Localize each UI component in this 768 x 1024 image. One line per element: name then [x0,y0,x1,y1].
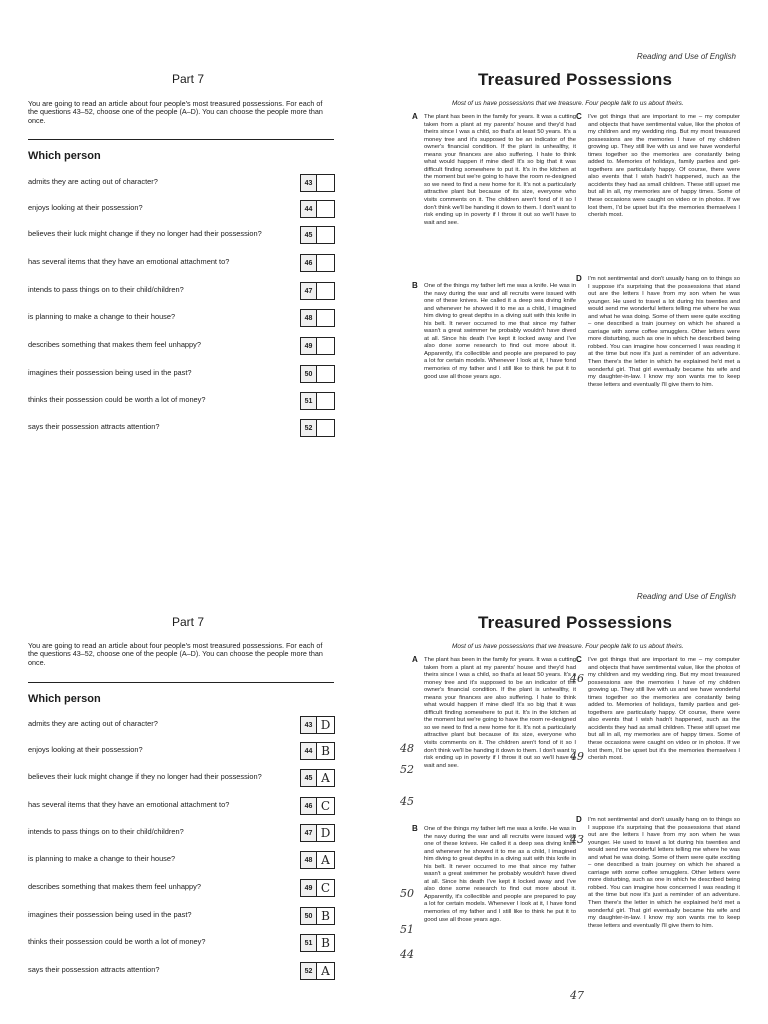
answer-box[interactable] [300,392,335,410]
handwritten-answer[interactable]: C [320,799,331,813]
paragraph-text: I'm not sentimental and don't usually hang on to things so I suppose it's surprising that the possessions that stand out are the letters I have from my son when he was younger. He used to travel a lot during his twenties and would send me wonderful letters telling me where he was and what he was doing. Some of them were quite exciting – one described a train journey on which he shared a carriage with some coffee smugglers. Other letters were more disturbing, such as one in which he described being robbed. You can imagine how concerned I was reading it at the time but now it's just a reminder of an adventure. Then there's the letter in which he explained he'd met a wonderful girl. That girl eventually became his wife and my daughter-in-law. I know my son wants me to keep these letters and eventually I'll give them to him. [588,817,740,929]
question-row [28,174,334,192]
question-number: 50 [301,366,317,382]
margin-note: 48 [400,742,414,755]
answer-box[interactable] [300,907,335,925]
question-row [28,879,334,897]
handwritten-answer[interactable]: D [320,826,331,840]
answer-box[interactable] [300,174,335,192]
margin-note: 50 [400,887,414,900]
answer-box[interactable] [300,769,335,787]
paragraph-a [412,112,576,227]
answer-box[interactable] [300,337,335,355]
section-header: Reading and Use of English [636,592,736,601]
paragraph-letter: B [412,824,418,833]
question-text: intends to pass things on to their child/children? [28,827,184,836]
handwritten-answer[interactable]: B [321,936,330,950]
question-row [28,769,334,787]
article-title: Treasured Possessions [478,613,673,632]
question-row [28,934,334,952]
margin-note: 51 [400,923,414,936]
question-number: 47 [301,283,317,299]
question-text: thinks their possession could be worth a lot of money? [28,395,206,404]
question-row [28,365,334,383]
handwritten-answer[interactable]: A [321,964,330,978]
answer-box[interactable] [300,282,335,300]
answer-blank[interactable] [317,227,334,243]
answer-box[interactable] [300,254,335,272]
question-row [28,392,334,410]
instructions: You are going to read an article about four people's most treasured possessions. For each of the questions 43–52, choose one of the people (A–D). You can choose the people more than once. [28,99,323,125]
which-person-heading: Which person [28,693,101,705]
question-text: says their possession attracts attention? [28,965,160,974]
answer-box[interactable] [300,309,335,327]
question-row [28,824,334,842]
question-number: 44 [301,743,317,759]
question-number: 45 [301,227,317,243]
paragraph-letter: B [412,281,418,290]
question-text: has several items that they have an emotional attachment to? [28,800,230,809]
handwritten-answer[interactable]: A [321,853,330,867]
article-subtitle: Most of us have possessions that we treasure. Four people talk to us about theirs. [452,643,684,650]
question-text: imagines their possession being used in the past? [28,368,192,377]
question-number: 43 [301,717,317,733]
answer-blank[interactable] [317,175,334,191]
question-text: is planning to make a change to their house? [28,854,176,863]
paragraph-a [412,655,576,770]
question-number: 44 [301,201,317,217]
handwritten-answer[interactable]: B [321,909,330,923]
question-number: 49 [301,338,317,354]
question-row [28,419,334,437]
paragraph-text: I've got things that are important to me – my computer and objects that have sentimental value, like the photos of my children and my wedding ring. But my most treasured possessions are the memories I have of my children growing up. They still live with us and we have wonderful times together so the memories are constantly being added to. Memories of holidays, family parties and get-togethers are particularly happy. Of course, there were also events that I wish hadn't happened, such as the accidents they had as small children. These still upset me but all in all, my memories are of happy times. Some of these occasions were caught on video or in photos. If we lost them, I'd be upset but it's the memories themselves I cherish most. [588,657,740,762]
question-number: 46 [301,255,317,271]
margin-note: 47 [570,989,584,1002]
paragraph-text: One of the things my father left me was a knife. He was in the navy during the war and all recruits were issued with one of these knives. He called it a deep sea diving knife and whenever he showed it to me as a child, I imagined him diving to great depths in a diving suit with this knife in his belt. It never occurred to me that since my father wasn't a great swimmer he probably wouldn't have dived at all. Since his death I've kept it locked away and I've also done some research to find out more about it. Apparently, it's collectible and people are prepared to pay a lot for certain models. Whenever I look at it, I have fond memories of my father and I still like to think he put it to good use all those years ago. [424,826,576,923]
part-title: Part 7 [172,72,205,86]
question-text: admits they are acting out of character? [28,177,158,186]
question-text: has several items that they have an emotional attachment to? [28,257,230,266]
answer-box[interactable] [300,200,335,218]
question-row [28,282,334,300]
answer-box[interactable] [300,716,335,734]
question-number: 48 [301,310,317,326]
handwritten-answer[interactable]: C [320,881,331,895]
paragraph-text: The plant has been in the family for years. It was a cutting taken from a plant at my parents' house and they'd had theirs since I was a child, so that's at least 50 years. It's a money tree and it's supposed to be an indicator of the owner's financial condition. If the plant is unhealthy, it means your finances are also suffering. I hate to think what would happen if mine died! It's so big that it was difficult finding somewhere to put it. It's in the kitchen at the moment but we're going to have the room re-designed so we need to find a new home for it. It's not a particularly attractive plant but because of its size, everyone who visits comments on it. The children aren't fond of it so I don't think we'll be handing it down to them. I don't want to risk ending up in poverty if I throw it out so we'll have to wait and see. [424,657,576,769]
answer-box[interactable] [300,797,335,815]
divider [28,682,334,683]
question-number: 51 [301,935,317,951]
paragraph-letter: A [412,112,418,121]
question-row [28,742,334,760]
question-row [28,797,334,815]
question-number: 43 [301,175,317,191]
answer-blank[interactable] [317,255,334,271]
section-header: Reading and Use of English [636,52,736,61]
question-number: 50 [301,908,317,924]
margin-note: 44 [400,948,414,961]
question-text: intends to pass things on to their child/children? [28,285,184,294]
question-text: enjoys looking at their possession? [28,745,143,754]
margin-note: 49 [570,750,584,763]
answer-box[interactable] [300,742,335,760]
divider [28,139,334,140]
paragraph-text: The plant has been in the family for years. It was a cutting taken from a plant at my parents' house and they'd had theirs since I was a child, so that's at least 50 years. It's a money tree and it's supposed to be an indicator of the owner's financial condition. If the plant is unhealthy, it means your finances are also suffering. I hate to think what would happen if mine died! It's so big that it was difficult finding somewhere to put it. It's in the kitchen at the moment but we're going to have the room re-designed so we need to find a new home for it. It's not a particularly attractive plant but because of its size, everyone who visits comments on it. The children aren't fond of it so I don't think we'll be handing it down to them. I don't want to risk ending up in poverty if I throw it out so we'll have to wait and see. [424,114,576,226]
question-text: admits they are acting out of character? [28,719,158,728]
answer-box[interactable] [300,419,335,437]
paragraph-d [576,274,740,389]
question-number: 49 [301,880,317,896]
question-text: is planning to make a change to their house? [28,312,176,321]
answer-blank[interactable] [317,393,334,409]
handwritten-answer[interactable]: A [321,771,330,785]
answer-blank[interactable] [317,338,334,354]
question-number: 45 [301,770,317,786]
answer-box[interactable] [300,851,335,869]
instructions: You are going to read an article about four people's most treasured possessions. For each of the questions 43–52, choose one of the people (A–D). You can choose the people more than once. [28,641,323,667]
article-subtitle: Most of us have possessions that we treasure. Four people talk to us about theirs. [452,100,684,107]
question-number: 48 [301,852,317,868]
paragraph-text: I've got things that are important to me – my computer and objects that have sentimental value, like the photos of my children and my wedding ring. But my most treasured possessions are the memories I have of my children growing up. They still live with us and we have wonderful times together so the memories are constantly being added to. Memories of holidays, family parties and get-togethers are particularly happy. Of course, there were also events that I wish hadn't happened, such as the accidents they had as small children. These still upset me but all in all, my memories are of happy times. Some of these occasions were caught on video or in photos. If we lost them, I'd be upset but it's the memories themselves I cherish most. [588,114,740,219]
question-text: describes something that makes them feel unhappy? [28,340,201,349]
question-text: believes their luck might change if they no longer had their possession? [28,772,262,781]
question-text: enjoys looking at their possession? [28,203,143,212]
paragraph-letter: D [576,274,582,283]
question-text: thinks their possession could be worth a lot of money? [28,937,206,946]
paragraph-letter: A [412,655,418,664]
answer-box[interactable] [300,226,335,244]
question-number: 46 [301,798,317,814]
answer-blank[interactable] [317,366,334,382]
margin-note: 45 [400,795,414,808]
paragraph-text: I'm not sentimental and don't usually hang on to things so I suppose it's surprising that the possessions that stand out are the letters I have from my son when he was younger. He used to travel a lot during his twenties and would send me wonderful letters telling me where he was and what he was doing. Some of them were quite exciting – one described a train journey on which he shared a carriage with some coffee smugglers. Other letters were more disturbing, such as one in which he described being robbed. You can imagine how concerned I was reading it at the time but now it's just a reminder of an adventure. Then there's the letter in which he explained he'd met a wonderful girl. That girl eventually became his wife and my daughter-in-law. I know my son wants me to keep these letters and eventually I'll give them to him. [588,276,740,388]
worksheet-page-answered [0,520,768,1020]
which-person-heading: Which person [28,150,101,162]
paragraph-c [576,112,740,220]
question-number: 52 [301,420,317,436]
question-text: says their possession attracts attention? [28,422,160,431]
answer-blank[interactable] [317,283,334,299]
answer-box[interactable] [300,879,335,897]
answer-box[interactable] [300,365,335,383]
handwritten-answer[interactable]: D [320,718,331,732]
answer-box[interactable] [300,934,335,952]
question-row [28,962,334,980]
paragraph-b [412,281,576,381]
question-row [28,226,334,244]
paragraph-letter: D [576,815,582,824]
answer-blank[interactable] [317,420,334,436]
question-text: describes something that makes them feel unhappy? [28,882,201,891]
question-number: 47 [301,825,317,841]
question-text: believes their luck might change if they no longer had their possession? [28,229,262,238]
answer-box[interactable] [300,824,335,842]
question-row [28,907,334,925]
paragraph-letter: C [576,112,582,121]
question-number: 51 [301,393,317,409]
question-row [28,200,334,218]
question-row [28,716,334,734]
question-row [28,309,334,327]
paragraph-text: One of the things my father left me was a knife. He was in the navy during the war and all recruits were issued with one of these knives. He called it a deep sea diving knife and whenever he showed it to me as a child, I imagined him diving to great depths in a diving suit with this knife in his belt. It never occurred to me that since my father wasn't a great swimmer he probably wouldn't have dived at all. Since his death I've kept it locked away and I've also done some research to find out more about it. Apparently, it's collectible and people are prepared to pay a lot for certain models. Whenever I look at it, I have fond memories of my father and I still like to think he put it to good use all those years ago. [424,283,576,380]
worksheet-page-blank [0,0,768,500]
part-title: Part 7 [172,615,205,629]
question-row [28,337,334,355]
handwritten-answer[interactable]: B [321,744,330,758]
paragraph-letter: C [576,655,582,664]
answer-blank[interactable] [317,310,334,326]
margin-note: 46 [570,672,584,685]
question-row [28,851,334,869]
paragraph-b [412,824,576,924]
margin-note: 43 [570,833,584,846]
answer-box[interactable] [300,962,335,980]
question-row [28,254,334,272]
question-text: imagines their possession being used in the past? [28,910,192,919]
answer-blank[interactable] [317,201,334,217]
article-title: Treasured Possessions [478,70,673,89]
question-number: 52 [301,963,317,979]
margin-note: 52 [400,763,414,776]
